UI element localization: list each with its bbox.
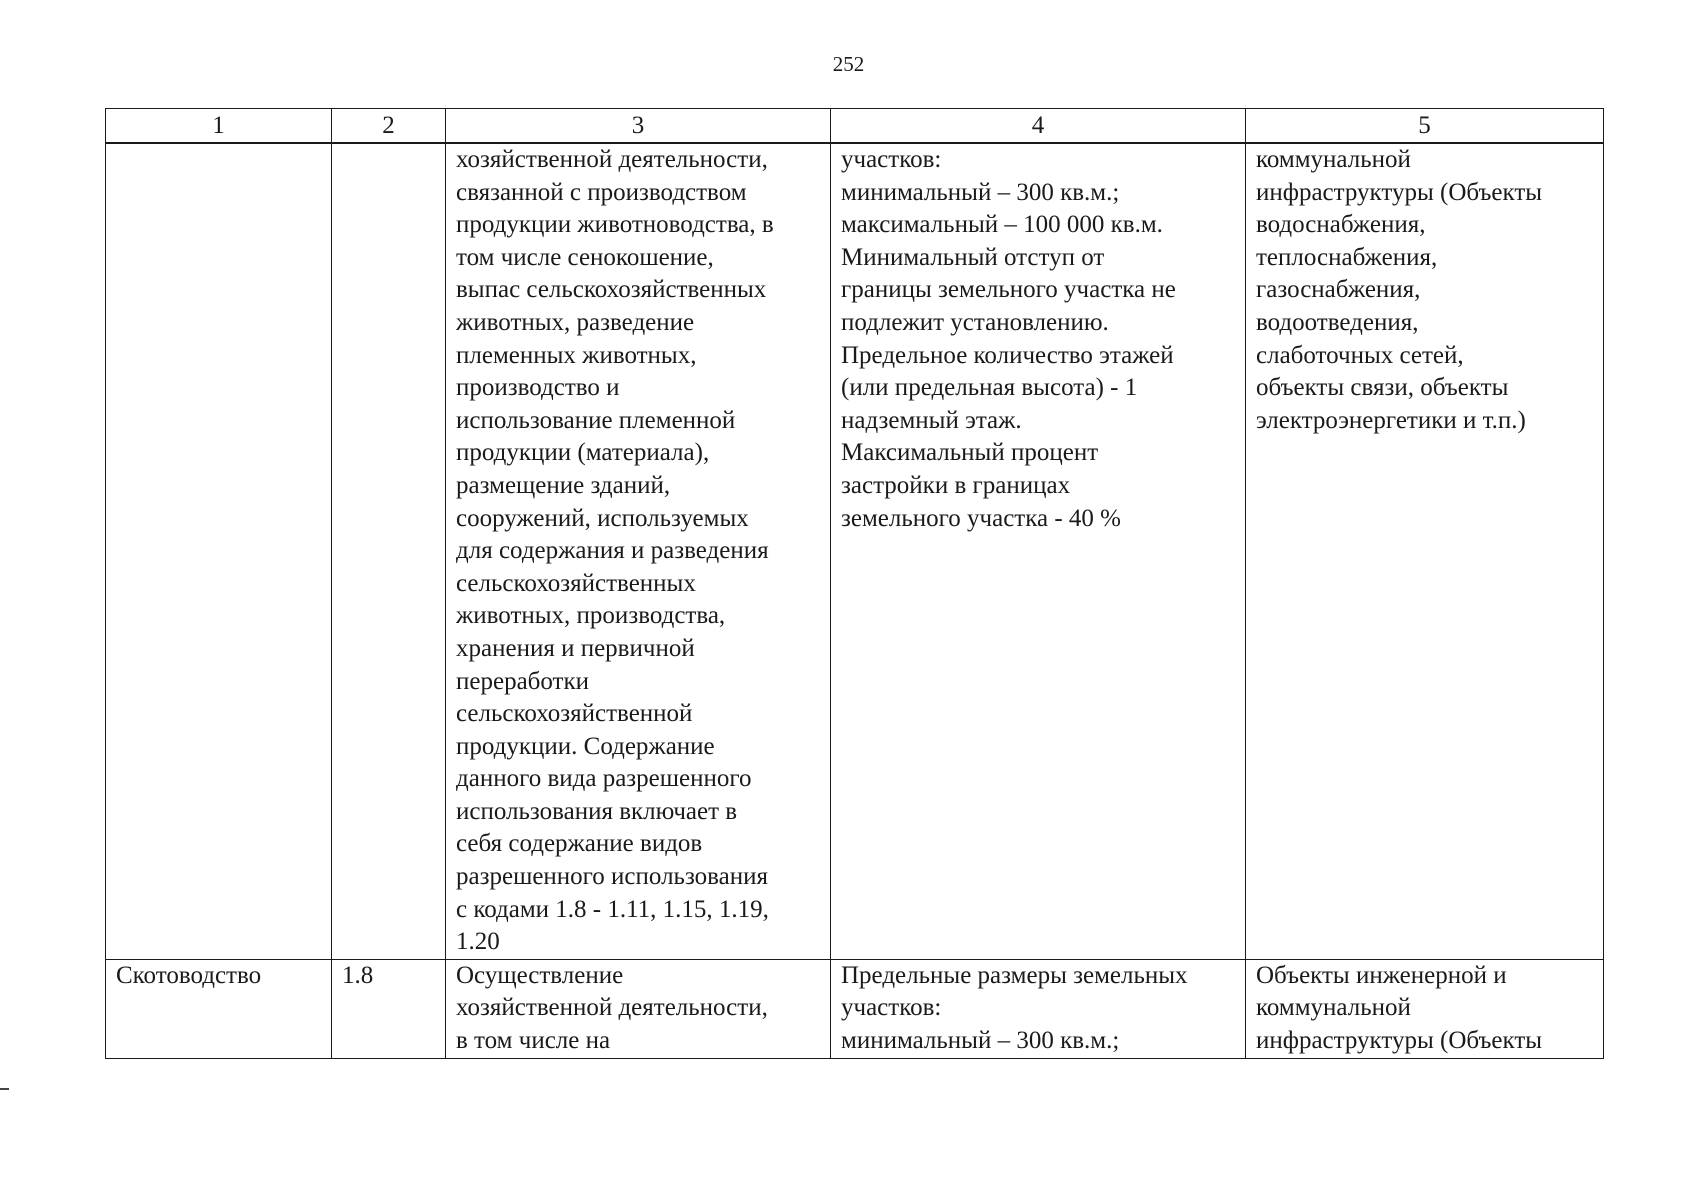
land-use-table	[105, 108, 1604, 1059]
plot-parameters: Предельные размеры земельных участков: минимальный – 300 кв.м.;	[841, 961, 1188, 1055]
scan-edge-mark	[0, 1088, 9, 1090]
land-use-description-cell	[446, 959, 831, 1058]
column-header-3: 3	[446, 109, 831, 144]
land-use-name-cell	[106, 143, 332, 959]
column-header-1: 1	[106, 109, 332, 144]
allowed-objects: Объекты инженерной и коммунальной инфраструктуры (Объекты	[1256, 961, 1543, 1055]
plot-parameters-cell	[831, 143, 1246, 959]
column-header-4: 4	[831, 109, 1246, 144]
plot-parameters: участков: минимальный – 300 кв.м.; максимальный – 100 000 кв.м. Минимальный отступ от границы земельного участка не подлежит установлению. Предельное количество этажей (или предельная высота) - 1 надземный этаж. Максимальный процент застройки в границах земельного участка - 40 %	[841, 146, 1176, 532]
allowed-objects-cell	[1246, 143, 1604, 959]
land-use-code-cell	[332, 143, 446, 959]
land-use-name: Скотоводство	[116, 961, 262, 989]
table-row	[106, 143, 1604, 959]
land-use-code-cell	[332, 959, 446, 1058]
column-number-header-row	[106, 109, 1604, 144]
land-use-description: Осуществление хозяйственной деятельности, в том числе на	[456, 961, 768, 1055]
allowed-objects-cell	[1246, 959, 1604, 1058]
allowed-objects: коммунальной инфраструктуры (Объекты водоснабжения, теплоснабжения, газоснабжения, водоотведения, слаботочных сетей, объекты связи, объекты электроэнергетики и т.п.)	[1256, 146, 1543, 434]
plot-parameters-cell	[831, 959, 1246, 1058]
land-use-description-cell	[446, 143, 831, 959]
column-header-5: 5	[1246, 109, 1604, 144]
land-use-description: хозяйственной деятельности, связанной с производством продукции животноводства, в том числе сенокошение, выпас сельскохозяйственных животных, разведение племенных животных, производство и использование племенной продукции (материала), размещение зданий, сооружений, используемых для содержания и разведения сельскохозяйственных животных, производства, хранения и первичной переработки сельскохозяйственной продукции. Содержание данного вида разрешенного использования включает в себя содержание видов разрешенного использования с кодами 1.8 - 1.11, 1.15, 1.19, 1.20	[456, 146, 774, 956]
column-header-2: 2	[332, 109, 446, 144]
land-use-name-cell	[106, 959, 332, 1058]
table-row	[106, 959, 1604, 1058]
page-number: 252	[832, 52, 865, 76]
land-use-code: 1.8	[342, 961, 374, 989]
